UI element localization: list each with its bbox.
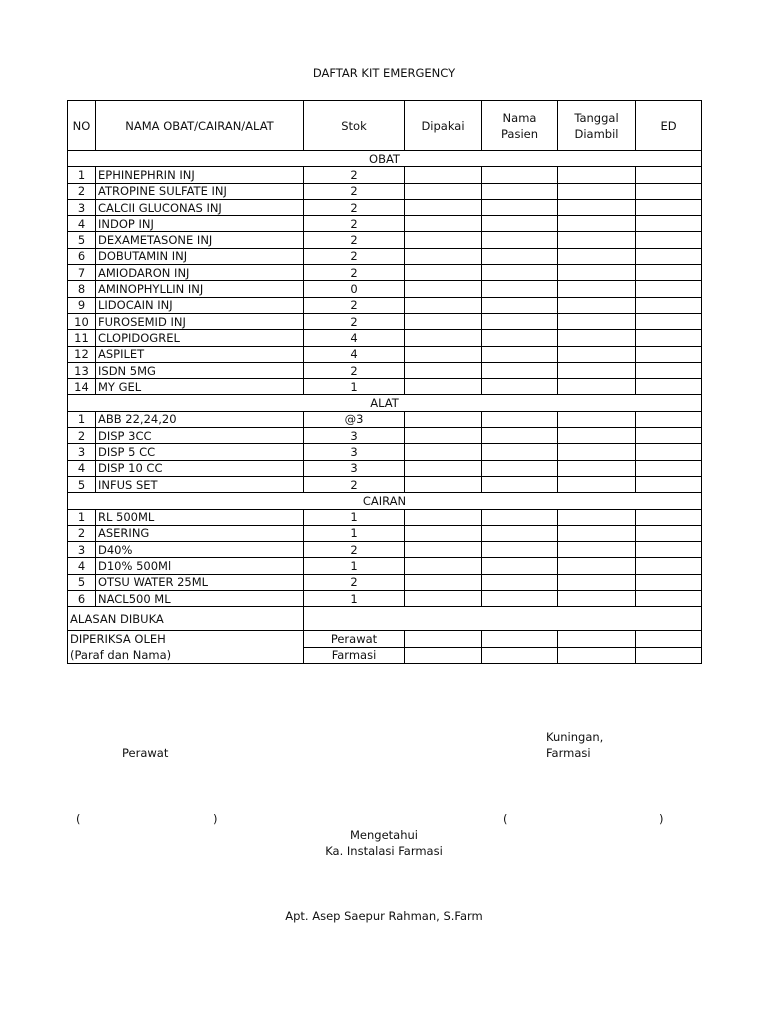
item-name: OTSU WATER 25ML bbox=[96, 574, 304, 590]
col-header-name: NAMA OBAT/CAIRAN/ALAT bbox=[96, 101, 304, 151]
table-row bbox=[68, 460, 702, 476]
stok-value: @3 bbox=[304, 411, 405, 427]
row-number: 4 bbox=[68, 216, 96, 232]
farmasi-check-cell bbox=[558, 647, 636, 663]
tanggal-diambil-cell bbox=[558, 281, 636, 297]
table-row bbox=[68, 216, 702, 232]
table-row bbox=[68, 330, 702, 346]
ed-cell bbox=[636, 281, 702, 297]
item-name: MY GEL bbox=[96, 379, 304, 395]
dipakai-cell bbox=[405, 199, 482, 215]
stok-value: 2 bbox=[304, 297, 405, 313]
tanggal-diambil-cell bbox=[558, 297, 636, 313]
dipakai-cell bbox=[405, 362, 482, 378]
tanggal-diambil-cell bbox=[558, 591, 636, 607]
tanggal-diambil-cell bbox=[558, 428, 636, 444]
table-row bbox=[68, 591, 702, 607]
item-name: AMIODARON INJ bbox=[96, 265, 304, 281]
stok-value: 1 bbox=[304, 591, 405, 607]
item-name: CALCII GLUCONAS INJ bbox=[96, 199, 304, 215]
nama-pasien-cell bbox=[482, 525, 558, 541]
stok-value: 2 bbox=[304, 542, 405, 558]
farmasi-check-cell bbox=[636, 647, 702, 663]
section-row bbox=[68, 151, 702, 167]
col-header-dipakai: Dipakai bbox=[405, 101, 482, 151]
dipakai-cell bbox=[405, 428, 482, 444]
row-number: 3 bbox=[68, 444, 96, 460]
perawat-signature-title: Perawat bbox=[122, 746, 169, 760]
row-number: 6 bbox=[68, 591, 96, 607]
section-label: OBAT bbox=[68, 151, 702, 167]
tanggal-diambil-cell bbox=[558, 346, 636, 362]
left-open-paren: ( bbox=[76, 812, 81, 826]
row-number: 13 bbox=[68, 362, 96, 378]
dipakai-cell bbox=[405, 248, 482, 264]
nama-pasien-cell bbox=[482, 558, 558, 574]
tanggal-diambil-cell bbox=[558, 444, 636, 460]
stok-value: 3 bbox=[304, 428, 405, 444]
nama-pasien-cell bbox=[482, 330, 558, 346]
item-name: DISP 5 CC bbox=[96, 444, 304, 460]
row-number: 9 bbox=[68, 297, 96, 313]
stok-value: 2 bbox=[304, 476, 405, 492]
row-number: 2 bbox=[68, 183, 96, 199]
diperiksa-label: DIPERIKSA OLEH bbox=[68, 631, 304, 647]
stok-value: 4 bbox=[304, 330, 405, 346]
item-name: AMINOPHYLLIN INJ bbox=[96, 281, 304, 297]
ed-cell bbox=[636, 330, 702, 346]
nama-pasien-cell bbox=[482, 346, 558, 362]
dipakai-cell bbox=[405, 476, 482, 492]
dipakai-cell bbox=[405, 183, 482, 199]
section-label: CAIRAN bbox=[68, 493, 702, 509]
head-pharmacist-name: Apt. Asep Saepur Rahman, S.Farm bbox=[285, 909, 483, 923]
tanggal-diambil-cell bbox=[558, 411, 636, 427]
ed-cell bbox=[636, 476, 702, 492]
ed-cell bbox=[636, 183, 702, 199]
ed-cell bbox=[636, 167, 702, 183]
dipakai-cell bbox=[405, 297, 482, 313]
nama-pasien-cell bbox=[482, 542, 558, 558]
dipakai-cell bbox=[405, 542, 482, 558]
nama-pasien-cell bbox=[482, 297, 558, 313]
item-name: DISP 10 CC bbox=[96, 460, 304, 476]
item-name: ASERING bbox=[96, 525, 304, 541]
ed-cell bbox=[636, 574, 702, 590]
tanggal-diambil-cell bbox=[558, 476, 636, 492]
ed-cell bbox=[636, 428, 702, 444]
nama-pasien-cell bbox=[482, 444, 558, 460]
table-row bbox=[68, 265, 702, 281]
ed-cell bbox=[636, 232, 702, 248]
ed-cell bbox=[636, 297, 702, 313]
row-number: 2 bbox=[68, 428, 96, 444]
section-label: ALAT bbox=[68, 395, 702, 411]
dipakai-cell bbox=[405, 330, 482, 346]
row-number: 3 bbox=[68, 199, 96, 215]
row-number: 10 bbox=[68, 313, 96, 329]
row-number: 11 bbox=[68, 330, 96, 346]
table-row bbox=[68, 558, 702, 574]
tanggal-diambil-cell bbox=[558, 265, 636, 281]
ed-cell bbox=[636, 444, 702, 460]
stok-value: 2 bbox=[304, 167, 405, 183]
nama-pasien-cell bbox=[482, 362, 558, 378]
nama-pasien-cell bbox=[482, 265, 558, 281]
nama-pasien-cell bbox=[482, 411, 558, 427]
diperiksa-row-farmasi bbox=[68, 647, 702, 663]
section-row bbox=[68, 493, 702, 509]
dipakai-cell bbox=[405, 558, 482, 574]
dipakai-cell bbox=[405, 444, 482, 460]
stok-value: 1 bbox=[304, 525, 405, 541]
dipakai-cell bbox=[405, 411, 482, 427]
table-row bbox=[68, 346, 702, 362]
farmasi-label: Farmasi bbox=[304, 647, 405, 663]
tanggal-diambil-cell bbox=[558, 248, 636, 264]
stok-value: 2 bbox=[304, 265, 405, 281]
item-name: LIDOCAIN INJ bbox=[96, 297, 304, 313]
tanggal-diambil-cell bbox=[558, 199, 636, 215]
dipakai-cell bbox=[405, 265, 482, 281]
tanggal-diambil-cell bbox=[558, 574, 636, 590]
item-name: ISDN 5MG bbox=[96, 362, 304, 378]
stok-value: 2 bbox=[304, 362, 405, 378]
stok-value: 2 bbox=[304, 232, 405, 248]
tanggal-diambil-cell bbox=[558, 542, 636, 558]
left-close-paren: ) bbox=[213, 812, 218, 826]
item-name: NACL500 ML bbox=[96, 591, 304, 607]
item-name: ABB 22,24,20 bbox=[96, 411, 304, 427]
ed-cell bbox=[636, 411, 702, 427]
col-header-ed: ED bbox=[636, 101, 702, 151]
farmasi-check-cell bbox=[482, 647, 558, 663]
tanggal-diambil-cell bbox=[558, 313, 636, 329]
table-row bbox=[68, 248, 702, 264]
item-name: RL 500ML bbox=[96, 509, 304, 525]
tanggal-diambil-cell bbox=[558, 362, 636, 378]
nama-pasien-cell bbox=[482, 574, 558, 590]
nama-pasien-cell bbox=[482, 313, 558, 329]
row-number: 4 bbox=[68, 558, 96, 574]
nama-pasien-cell bbox=[482, 460, 558, 476]
ed-cell bbox=[636, 525, 702, 541]
item-name: DEXAMETASONE INJ bbox=[96, 232, 304, 248]
dipakai-cell bbox=[405, 460, 482, 476]
tanggal-diambil-cell bbox=[558, 183, 636, 199]
table-row bbox=[68, 542, 702, 558]
stok-value: 2 bbox=[304, 574, 405, 590]
right-open-paren: ( bbox=[503, 812, 508, 826]
stok-value: 2 bbox=[304, 248, 405, 264]
dipakai-cell bbox=[405, 379, 482, 395]
ed-cell bbox=[636, 591, 702, 607]
table-row bbox=[68, 232, 702, 248]
table-row bbox=[68, 183, 702, 199]
ed-cell bbox=[636, 216, 702, 232]
stok-value: 1 bbox=[304, 509, 405, 525]
ed-cell bbox=[636, 558, 702, 574]
item-name: D40% bbox=[96, 542, 304, 558]
tanggal-diambil-cell bbox=[558, 509, 636, 525]
stok-value: 4 bbox=[304, 346, 405, 362]
row-number: 14 bbox=[68, 379, 96, 395]
tanggal-diambil-cell bbox=[558, 330, 636, 346]
ed-cell bbox=[636, 248, 702, 264]
table-row bbox=[68, 411, 702, 427]
dipakai-cell bbox=[405, 313, 482, 329]
table-row bbox=[68, 379, 702, 395]
nama-pasien-cell bbox=[482, 232, 558, 248]
table-body bbox=[68, 151, 702, 664]
tanggal-diambil-cell bbox=[558, 232, 636, 248]
row-number: 1 bbox=[68, 411, 96, 427]
mengetahui-label: Mengetahui bbox=[350, 828, 418, 842]
perawat-label: Perawat bbox=[304, 631, 405, 647]
dipakai-cell bbox=[405, 591, 482, 607]
dipakai-cell bbox=[405, 525, 482, 541]
stok-value: 2 bbox=[304, 183, 405, 199]
col-header-tanggal-diambil: Tanggal Diambil bbox=[558, 101, 636, 151]
tanggal-diambil-cell bbox=[558, 379, 636, 395]
alasan-value bbox=[304, 607, 702, 631]
col-header-no: NO bbox=[68, 101, 96, 151]
dipakai-cell bbox=[405, 167, 482, 183]
row-number: 8 bbox=[68, 281, 96, 297]
table-row bbox=[68, 509, 702, 525]
diperiksa-row-perawat bbox=[68, 631, 702, 647]
stok-value: 2 bbox=[304, 313, 405, 329]
tanggal-diambil-cell bbox=[558, 525, 636, 541]
stok-value: 2 bbox=[304, 216, 405, 232]
row-number: 7 bbox=[68, 265, 96, 281]
row-number: 6 bbox=[68, 248, 96, 264]
ed-cell bbox=[636, 313, 702, 329]
paraf-label: (Paraf dan Nama) bbox=[68, 647, 304, 663]
nama-pasien-cell bbox=[482, 509, 558, 525]
row-number: 5 bbox=[68, 574, 96, 590]
table-row bbox=[68, 444, 702, 460]
stok-value: 1 bbox=[304, 558, 405, 574]
item-name: FUROSEMID INJ bbox=[96, 313, 304, 329]
nama-pasien-cell bbox=[482, 476, 558, 492]
nama-pasien-cell bbox=[482, 216, 558, 232]
table-row bbox=[68, 362, 702, 378]
table-row bbox=[68, 313, 702, 329]
nama-pasien-cell bbox=[482, 428, 558, 444]
row-number: 2 bbox=[68, 525, 96, 541]
stok-value: 0 bbox=[304, 281, 405, 297]
tanggal-diambil-cell bbox=[558, 167, 636, 183]
table-row bbox=[68, 167, 702, 183]
nama-pasien-cell bbox=[482, 591, 558, 607]
row-number: 12 bbox=[68, 346, 96, 362]
table-row bbox=[68, 476, 702, 492]
ed-cell bbox=[636, 199, 702, 215]
col-header-nama-pasien: Nama Pasien bbox=[482, 101, 558, 151]
farmasi-signature-title: Farmasi bbox=[546, 746, 591, 760]
table-row bbox=[68, 199, 702, 215]
row-number: 1 bbox=[68, 509, 96, 525]
item-name: EPHINEPHRIN INJ bbox=[96, 167, 304, 183]
perawat-check-cell bbox=[558, 631, 636, 647]
row-number: 5 bbox=[68, 232, 96, 248]
dipakai-cell bbox=[405, 216, 482, 232]
right-close-paren: ) bbox=[659, 812, 664, 826]
row-number: 1 bbox=[68, 167, 96, 183]
perawat-check-cell bbox=[482, 631, 558, 647]
item-name: DOBUTAMIN INJ bbox=[96, 248, 304, 264]
item-name: D10% 500Ml bbox=[96, 558, 304, 574]
table-row bbox=[68, 281, 702, 297]
row-number: 3 bbox=[68, 542, 96, 558]
city-label: Kuningan, bbox=[546, 730, 604, 744]
table-row bbox=[68, 428, 702, 444]
item-name: ATROPINE SULFATE INJ bbox=[96, 183, 304, 199]
row-number: 5 bbox=[68, 476, 96, 492]
item-name: DISP 3CC bbox=[96, 428, 304, 444]
ed-cell bbox=[636, 542, 702, 558]
ed-cell bbox=[636, 265, 702, 281]
ka-instalasi-label: Ka. Instalasi Farmasi bbox=[325, 844, 443, 858]
item-name: CLOPIDOGREL bbox=[96, 330, 304, 346]
nama-pasien-cell bbox=[482, 379, 558, 395]
stok-value: 3 bbox=[304, 444, 405, 460]
emergency-kit-table bbox=[67, 100, 702, 664]
table-row bbox=[68, 574, 702, 590]
section-row bbox=[68, 395, 702, 411]
dipakai-cell bbox=[405, 232, 482, 248]
ed-cell bbox=[636, 460, 702, 476]
stok-value: 3 bbox=[304, 460, 405, 476]
item-name: ASPILET bbox=[96, 346, 304, 362]
dipakai-cell bbox=[405, 346, 482, 362]
table-row bbox=[68, 297, 702, 313]
item-name: INDOP INJ bbox=[96, 216, 304, 232]
document-title: DAFTAR KIT EMERGENCY bbox=[312, 66, 456, 80]
tanggal-diambil-cell bbox=[558, 216, 636, 232]
header-row bbox=[68, 101, 702, 151]
dipakai-cell bbox=[405, 281, 482, 297]
ed-cell bbox=[636, 346, 702, 362]
alasan-row bbox=[68, 607, 702, 631]
farmasi-check-cell bbox=[405, 647, 482, 663]
tanggal-diambil-cell bbox=[558, 460, 636, 476]
nama-pasien-cell bbox=[482, 248, 558, 264]
nama-pasien-cell bbox=[482, 199, 558, 215]
ed-cell bbox=[636, 509, 702, 525]
stok-value: 2 bbox=[304, 199, 405, 215]
row-number: 4 bbox=[68, 460, 96, 476]
dipakai-cell bbox=[405, 509, 482, 525]
col-header-stok: Stok bbox=[304, 101, 405, 151]
alasan-label: ALASAN DIBUKA bbox=[68, 607, 304, 631]
perawat-check-cell bbox=[636, 631, 702, 647]
ed-cell bbox=[636, 362, 702, 378]
dipakai-cell bbox=[405, 574, 482, 590]
nama-pasien-cell bbox=[482, 167, 558, 183]
table-row bbox=[68, 525, 702, 541]
ed-cell bbox=[636, 379, 702, 395]
perawat-check-cell bbox=[405, 631, 482, 647]
nama-pasien-cell bbox=[482, 281, 558, 297]
stok-value: 1 bbox=[304, 379, 405, 395]
nama-pasien-cell bbox=[482, 183, 558, 199]
item-name: INFUS SET bbox=[96, 476, 304, 492]
tanggal-diambil-cell bbox=[558, 558, 636, 574]
